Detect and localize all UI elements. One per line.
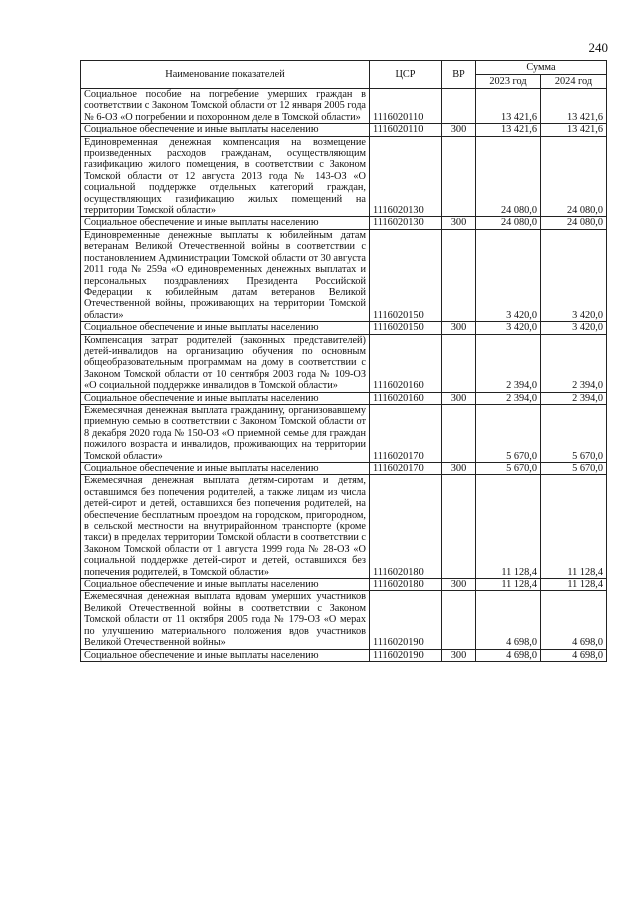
row-name: Единовременные денежные выплаты к юбилейным датам ветеранам Великой Отечественной войны в соответствии с постановлением Администрации Томской области от 30 августа 2011 года № 259а «О единовременных денежных выплатах и персональных поздравлениях Президента Российской Федерации к юбилейным датам ветеранов Великой Отечественной войны, проживающих на территории Томской области»	[81, 229, 370, 321]
row-vr: 300	[442, 579, 476, 591]
row-sum-2023: 4 698,0	[476, 649, 541, 661]
row-vr: 300	[442, 649, 476, 661]
row-name: Социальное обеспечение и иные выплаты населению	[81, 579, 370, 591]
row-csr: 1116020180	[370, 579, 442, 591]
header-sum: Сумма	[476, 61, 607, 75]
table-row	[81, 322, 607, 334]
row-sum-2024: 24 080,0	[541, 136, 607, 217]
row-csr: 1116020110	[370, 124, 442, 136]
row-sum-2023: 13 421,6	[476, 124, 541, 136]
header-year-2023: 2023 год	[476, 75, 541, 89]
row-name: Социальное обеспечение и иные выплаты населению	[81, 322, 370, 334]
row-vr	[442, 89, 476, 124]
row-sum-2023: 13 421,6	[476, 89, 541, 124]
row-sum-2023: 24 080,0	[476, 136, 541, 217]
row-name: Социальное обеспечение и иные выплаты населению	[81, 392, 370, 404]
row-csr: 1116020180	[370, 475, 442, 579]
row-sum-2023: 24 080,0	[476, 217, 541, 229]
row-csr: 1116020150	[370, 229, 442, 321]
row-csr: 1116020150	[370, 322, 442, 334]
row-csr: 1116020170	[370, 404, 442, 462]
row-csr: 1116020160	[370, 334, 442, 392]
row-vr	[442, 591, 476, 649]
row-vr	[442, 229, 476, 321]
row-sum-2023: 4 698,0	[476, 591, 541, 649]
table-row	[81, 579, 607, 591]
table-row	[81, 392, 607, 404]
row-vr	[442, 136, 476, 217]
row-sum-2023: 2 394,0	[476, 392, 541, 404]
row-vr	[442, 475, 476, 579]
row-name: Социальное обеспечение и иные выплаты населению	[81, 124, 370, 136]
row-vr	[442, 404, 476, 462]
header-name: Наименование показателей	[81, 61, 370, 89]
row-sum-2024: 24 080,0	[541, 217, 607, 229]
header-vr: ВР	[442, 61, 476, 89]
row-name: Социальное обеспечение и иные выплаты населению	[81, 463, 370, 475]
row-name: Ежемесячная денежная выплата вдовам умерших участников Великой Отечественной войны в соответствии с Законом Томской области от 11 октября 2005 года № 179-ОЗ «О мерах по улучшению материального положения вдов участников Великой Отечественной войны»	[81, 591, 370, 649]
row-sum-2024: 11 128,4	[541, 475, 607, 579]
table-row	[81, 124, 607, 136]
row-vr: 300	[442, 322, 476, 334]
row-sum-2023: 2 394,0	[476, 334, 541, 392]
row-vr: 300	[442, 392, 476, 404]
row-name: Компенсация затрат родителей (законных представителей) детей-инвалидов на организацию обучения по основным общеобразовательным программам на дому в соответствии с Законом Томской области от 10 сентября 2003 года № 109-ОЗ «О социальной поддержке инвалидов в Томской области»	[81, 334, 370, 392]
row-sum-2024: 4 698,0	[541, 591, 607, 649]
row-sum-2024: 3 420,0	[541, 229, 607, 321]
header-csr: ЦСР	[370, 61, 442, 89]
row-sum-2023: 11 128,4	[476, 579, 541, 591]
row-name: Ежемесячная денежная выплата детям-сиротам и детям, оставшимся без попечения родителей, а также лицам из числа детей-сирот и детей, оставшихся без попечения родителей, на обеспечение бесплатным проездом на городском, пригородном, в сельской местности на внутрирайонном транспорте (кроме такси) в пределах территории Томской области в соответствии с Законом Томской области от 1 августа 1999 года № 28-ОЗ «О социальной поддержке детей-сирот и детей, оставшихся без попечения родителей, в Томской области»	[81, 475, 370, 579]
table-header	[81, 61, 607, 89]
table-row	[81, 649, 607, 661]
row-sum-2024: 5 670,0	[541, 463, 607, 475]
table-row	[81, 591, 607, 649]
row-sum-2023: 3 420,0	[476, 229, 541, 321]
row-sum-2024: 13 421,6	[541, 124, 607, 136]
row-csr: 1116020110	[370, 89, 442, 124]
row-csr: 1116020160	[370, 392, 442, 404]
table-row	[81, 463, 607, 475]
row-csr: 1116020130	[370, 217, 442, 229]
table-row	[81, 89, 607, 124]
table-row	[81, 334, 607, 392]
row-name: Социальное обеспечение и иные выплаты населению	[81, 217, 370, 229]
row-name: Ежемесячная денежная выплата гражданину, организовавшему приемную семью в соответствии с Законом Томской области от 8 декабря 2020 года № 150-ОЗ «О приемной семье для граждан пожилого возраста и инвалидов, проживающих на территории Томской области»	[81, 404, 370, 462]
header-year-2024: 2024 год	[541, 75, 607, 89]
row-sum-2023: 5 670,0	[476, 463, 541, 475]
row-sum-2024: 3 420,0	[541, 322, 607, 334]
row-sum-2024: 2 394,0	[541, 334, 607, 392]
row-sum-2023: 5 670,0	[476, 404, 541, 462]
row-sum-2024: 5 670,0	[541, 404, 607, 462]
row-vr: 300	[442, 217, 476, 229]
row-name: Социальное пособие на погребение умерших граждан в соответствии с Законом Томской области от 12 января 2005 года № 6-ОЗ «О погребении и похоронном деле в Томской области»	[81, 89, 370, 124]
row-csr: 1116020190	[370, 649, 442, 661]
row-name: Социальное обеспечение и иные выплаты населению	[81, 649, 370, 661]
row-sum-2023: 3 420,0	[476, 322, 541, 334]
row-sum-2024: 13 421,6	[541, 89, 607, 124]
row-sum-2024: 2 394,0	[541, 392, 607, 404]
row-csr: 1116020130	[370, 136, 442, 217]
row-name: Единовременная денежная компенсация на возмещение произведенных расходов гражданам, осуществляющим газификацию жилого помещения, в соответствии с Законом Томской области от 12 августа 2013 года № 143-ОЗ «О социальной поддержке отдельных категорий граждан, осуществляющих газификацию жилых помещений на территории Томской области»	[81, 136, 370, 217]
row-sum-2023: 11 128,4	[476, 475, 541, 579]
row-vr: 300	[442, 124, 476, 136]
page-number: 240	[588, 40, 608, 55]
row-sum-2024: 11 128,4	[541, 579, 607, 591]
budget-table	[80, 60, 607, 662]
row-vr: 300	[442, 463, 476, 475]
row-csr: 1116020190	[370, 591, 442, 649]
table-row	[81, 404, 607, 462]
row-sum-2024: 4 698,0	[541, 649, 607, 661]
row-csr: 1116020170	[370, 463, 442, 475]
row-vr	[442, 334, 476, 392]
table-body	[81, 89, 607, 662]
table-row	[81, 475, 607, 579]
table-row	[81, 136, 607, 217]
table-row	[81, 217, 607, 229]
table-row	[81, 229, 607, 321]
